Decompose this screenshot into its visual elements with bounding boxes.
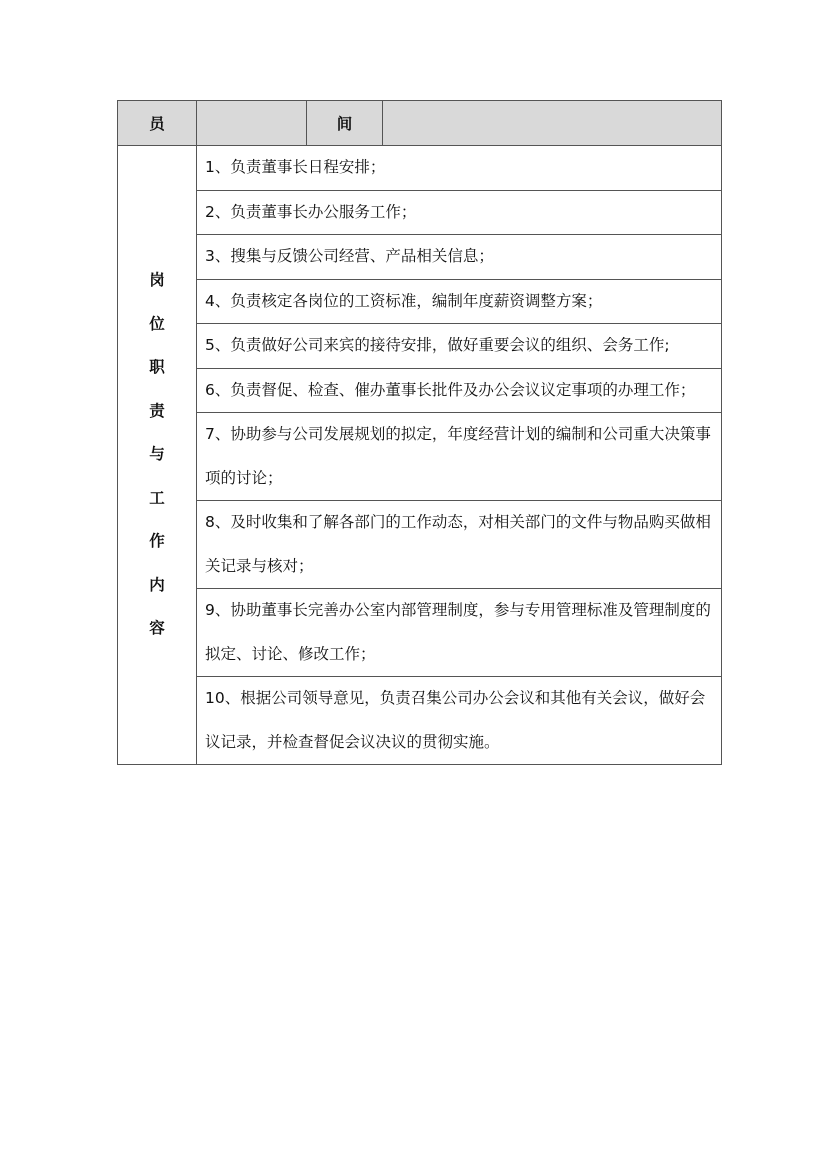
- duty-item-10: 10、根据公司领导意见，负责召集公司办公会议和其他有关会议，做好会议记录，并检查督促会议决议的贯彻实施。: [197, 677, 722, 765]
- duty-item-9: 9、协助董事长完善办公室内部管理制度，参与专用管理标准及管理制度的拟定、讨论、修改工作；: [197, 589, 722, 677]
- section-label-char: 与: [149, 445, 165, 464]
- job-duties-table: [117, 100, 722, 765]
- duty-item-3: 3、搜集与反馈公司经营、产品相关信息；: [197, 235, 722, 280]
- table-row: [118, 501, 722, 589]
- header-row: [118, 101, 722, 146]
- section-label-char: 工: [149, 488, 165, 507]
- duty-item-8: 8、及时收集和了解各部门的工作动态，对相关部门的文件与物品购买做相关记录与核对；: [197, 501, 722, 589]
- duty-item-2: 2、负责董事长办公服务工作；: [197, 190, 722, 235]
- section-label-char: 责: [149, 401, 165, 420]
- header-cell-blank: [197, 101, 307, 146]
- table-row: [118, 279, 722, 324]
- section-label-duties: [118, 146, 197, 765]
- table-row: [118, 677, 722, 765]
- section-label-char: 作: [149, 532, 165, 551]
- duty-item-5: 5、负责做好公司来宾的接待安排，做好重要会议的组织、会务工作;: [197, 324, 722, 369]
- table-row: [118, 589, 722, 677]
- header-cell-blank-wide: [383, 101, 722, 146]
- section-label-char: 容: [149, 619, 165, 638]
- table-row: [118, 368, 722, 413]
- duty-item-1: 1、负责董事长日程安排；: [197, 146, 722, 191]
- duty-item-4: 4、负责核定各岗位的工资标准，编制年度薪资调整方案；: [197, 279, 722, 324]
- section-label-char: 职: [149, 358, 165, 377]
- section-label-char: 内: [149, 575, 165, 594]
- table-row: [118, 190, 722, 235]
- section-label-char: 位: [149, 314, 165, 333]
- section-label-char: 岗: [149, 271, 165, 290]
- table-row: [118, 324, 722, 369]
- table-row: [118, 413, 722, 501]
- duty-item-7: 7、协助参与公司发展规划的拟定，年度经营计划的编制和公司重大决策事项的讨论；: [197, 413, 722, 501]
- duty-item-6: 6、负责督促、检查、催办董事长批件及办公会议议定事项的办理工作；: [197, 368, 722, 413]
- header-cell-time: 间: [307, 101, 383, 146]
- table-row: [118, 235, 722, 280]
- table-row: [118, 146, 722, 191]
- header-cell-staff: 员: [118, 101, 197, 146]
